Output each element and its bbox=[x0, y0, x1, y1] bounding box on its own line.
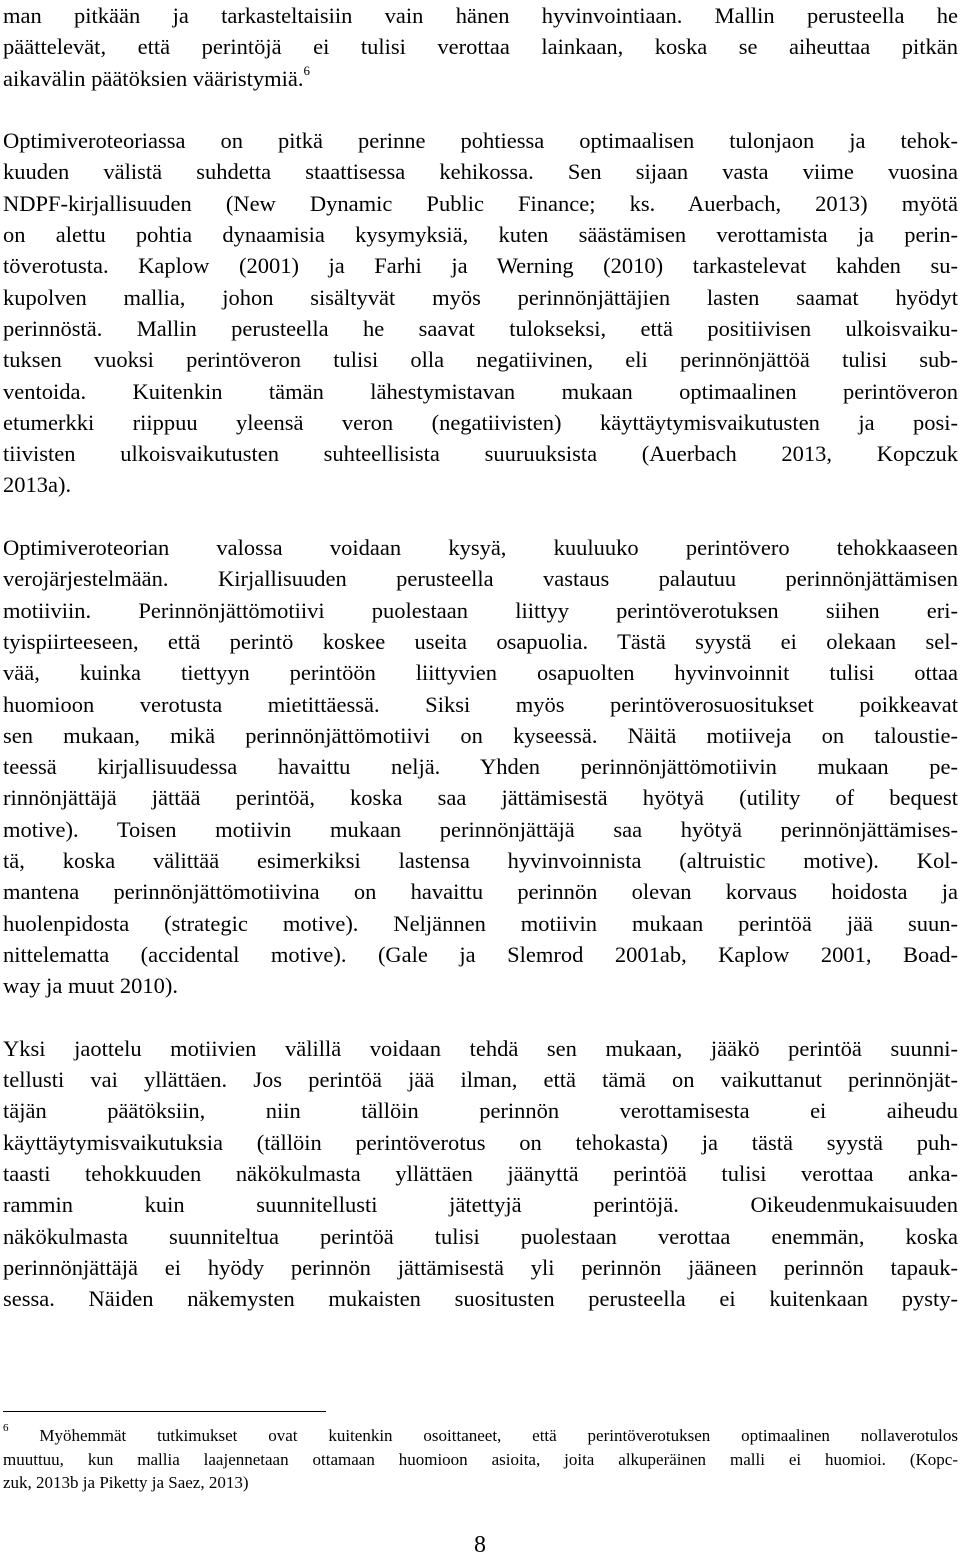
text-line: kupolven mallia, johon sisältyvät myös perinnönjättäjien lasten saamat hyödyt bbox=[3, 284, 958, 310]
text-line: vää, kuinka tiettyyn perintöön liittyvien osapuolten hyvinvoinnit tulisi ottaa bbox=[3, 660, 958, 686]
text-line: perinnöstä. Mallin perusteella he saavat tulokseksi, että positiivisen ulkoisvaiku- bbox=[3, 315, 958, 341]
text-line: taasti tehokkuuden näkökulmasta yllättäen jäänyttä perintöä tulisi verottaa anka- bbox=[3, 1160, 958, 1186]
text-line: etumerkki riippuu yleensä veron (negatiivisten) käyttäytymisvaikutusten ja posi- bbox=[3, 409, 958, 435]
text-line: töverotusta. Kaplow (2001) ja Farhi ja Werning (2010) tarkastelevat kahden su- bbox=[3, 253, 958, 279]
text-line: tä, koska välittää esimerkiksi lastensa hyvinvoinnista (altruistic motive). Kol- bbox=[3, 848, 958, 874]
text-line: man pitkään ja tarkasteltaisiin vain hänen hyvinvointiaan. Mallin perusteella he bbox=[3, 3, 958, 28]
text-line: huomioon verotusta mietittäessä. Siksi myös perintöverosuositukset poikkeavat bbox=[3, 691, 958, 717]
text-line: tiivisten ulkoisvaikutusten suhteellisista suuruuksista (Auerbach 2013, Kopczuk bbox=[3, 441, 958, 467]
text-fragment: aikavälin päätöksien vääristymiä. bbox=[3, 65, 304, 91]
paragraph bbox=[3, 1033, 958, 1315]
text-line: rinnönjättäjä jättää perintöä, koska saa jättämisestä hyötyä (utility of bequest bbox=[3, 785, 958, 811]
text-line: sessa. Näiden näkemysten mukaisten suositusten perusteella ei kuitenkaan pysty- bbox=[3, 1286, 958, 1312]
paragraph bbox=[3, 0, 958, 94]
text-line: NDPF-kirjallisuuden (New Dynamic Public Finance; ks. Auerbach, 2013) myötä bbox=[3, 190, 958, 216]
text-line: tyispiirteeseen, että perintö koskee useita osapuolia. Tästä syystä ei olekaan sel- bbox=[3, 628, 958, 654]
page-number: 8 bbox=[474, 1532, 486, 1558]
text-line: tuksen vuoksi perintöveron tulisi olla negatiivinen, eli perinnönjättöä tulisi sub- bbox=[3, 347, 958, 373]
text-line: Yksi jaottelu motiivien välillä voidaan tehdä sen mukaan, jääkö perintöä suunni- bbox=[3, 1035, 958, 1061]
paragraph bbox=[3, 532, 958, 1001]
footnote bbox=[3, 1424, 958, 1495]
text-line: motive). Toisen motiivin mukaan perinnönjättäjä saa hyötyä perinnönjättämises- bbox=[3, 816, 958, 842]
text-line: näkökulmasta suunniteltua perintöä tulisi puolestaan verottaa enemmän, koska bbox=[3, 1223, 958, 1249]
paragraph-gap bbox=[3, 94, 958, 125]
text-line: mantena perinnönjättömotiivina on havaittu perinnön olevan korvaus hoidosta ja bbox=[3, 879, 958, 905]
text-line: nittelematta (accidental motive). (Gale ja Slemrod 2001ab, Kaplow 2001, Boad- bbox=[3, 941, 958, 967]
text-line: rammin kuin suunnitellusti jätettyjä perintöjä. Oikeudenmukaisuuden bbox=[3, 1192, 958, 1218]
footnote-number: 6 bbox=[3, 1422, 9, 1435]
document-body bbox=[3, 0, 958, 1314]
text-line: tellusti vai yllättäen. Jos perintöä jää ilman, että tämä on vaikuttanut perinnönjät- bbox=[3, 1067, 958, 1093]
paragraph-gap bbox=[3, 501, 958, 532]
paragraph bbox=[3, 125, 958, 501]
footnote-line: muuttuu, kun mallia laajennetaan ottamaan huomioon asioita, joita alkuperäinen malli ei huomioi. (Kopc- bbox=[3, 1449, 958, 1469]
text-line: päättelevät, että perintöjä ei tulisi verottaa lainkaan, koska se aiheuttaa pitkän bbox=[3, 34, 958, 60]
text-line: täjän päätöksiin, niin tällöin perinnön verottamisesta ei aiheudu bbox=[3, 1098, 958, 1124]
text-line: perinnönjättäjä ei hyödy perinnön jättämisestä yli perinnön jääneen perinnön tapauk- bbox=[3, 1254, 958, 1280]
text-line-last bbox=[3, 63, 958, 94]
footnote-separator bbox=[3, 1411, 326, 1412]
footnote-line-last: zuk, 2013b ja Piketty ja Saez, 2013) bbox=[3, 1473, 249, 1492]
text-line: motiiviin. Perinnönjättömotiivi puolestaan liittyy perintöverotuksen siihen eri- bbox=[3, 597, 958, 623]
text-line: käyttäytymisvaikutuksia (tällöin perintöverotus on tehokasta) ja tästä syystä puh- bbox=[3, 1129, 958, 1155]
text-line: on alettu pohtia dynaamisia kysymyksiä, kuten säästämisen verottamista ja perin- bbox=[3, 222, 958, 248]
text-line-last: 2013a). bbox=[3, 472, 72, 498]
text-line: kuuden välistä suhdetta staattisessa kehikossa. Sen sijaan vasta viime vuosina bbox=[3, 159, 958, 185]
text-line: ventoida. Kuitenkin tämän lähestymistavan mukaan optimaalinen perintöveron bbox=[3, 378, 958, 404]
text-line: sen mukaan, mikä perinnönjättömotiivi on kyseessä. Näitä motiiveja on taloustie- bbox=[3, 722, 958, 748]
footnote-line bbox=[3, 1424, 958, 1448]
paragraph-gap bbox=[3, 1002, 958, 1033]
text-line: Optimiveroteoriassa on pitkä perinne pohtiessa optimaalisen tulonjaon ja tehok- bbox=[3, 128, 958, 154]
text-line: Optimiveroteorian valossa voidaan kysyä, kuuluuko perintövero tehokkaaseen bbox=[3, 535, 958, 561]
footnote-text: Myöhemmät tutkimukset ovat kuitenkin osoittaneet, että perintöverotuksen optimaalinen nollaverotulos bbox=[39, 1426, 959, 1445]
footnote-reference: 6 bbox=[303, 63, 311, 79]
text-line: huolenpidosta (strategic motive). Neljännen motiivin mukaan perintöä jää suun- bbox=[3, 910, 958, 936]
text-line-last: way ja muut 2010). bbox=[3, 973, 178, 999]
text-line: teessä kirjallisuudessa havaittu neljä. Yhden perinnönjättömotiivin mukaan pe- bbox=[3, 754, 958, 780]
text-line: verojärjestelmään. Kirjallisuuden perusteella vastaus palautuu perinnönjättämisen bbox=[3, 566, 958, 592]
